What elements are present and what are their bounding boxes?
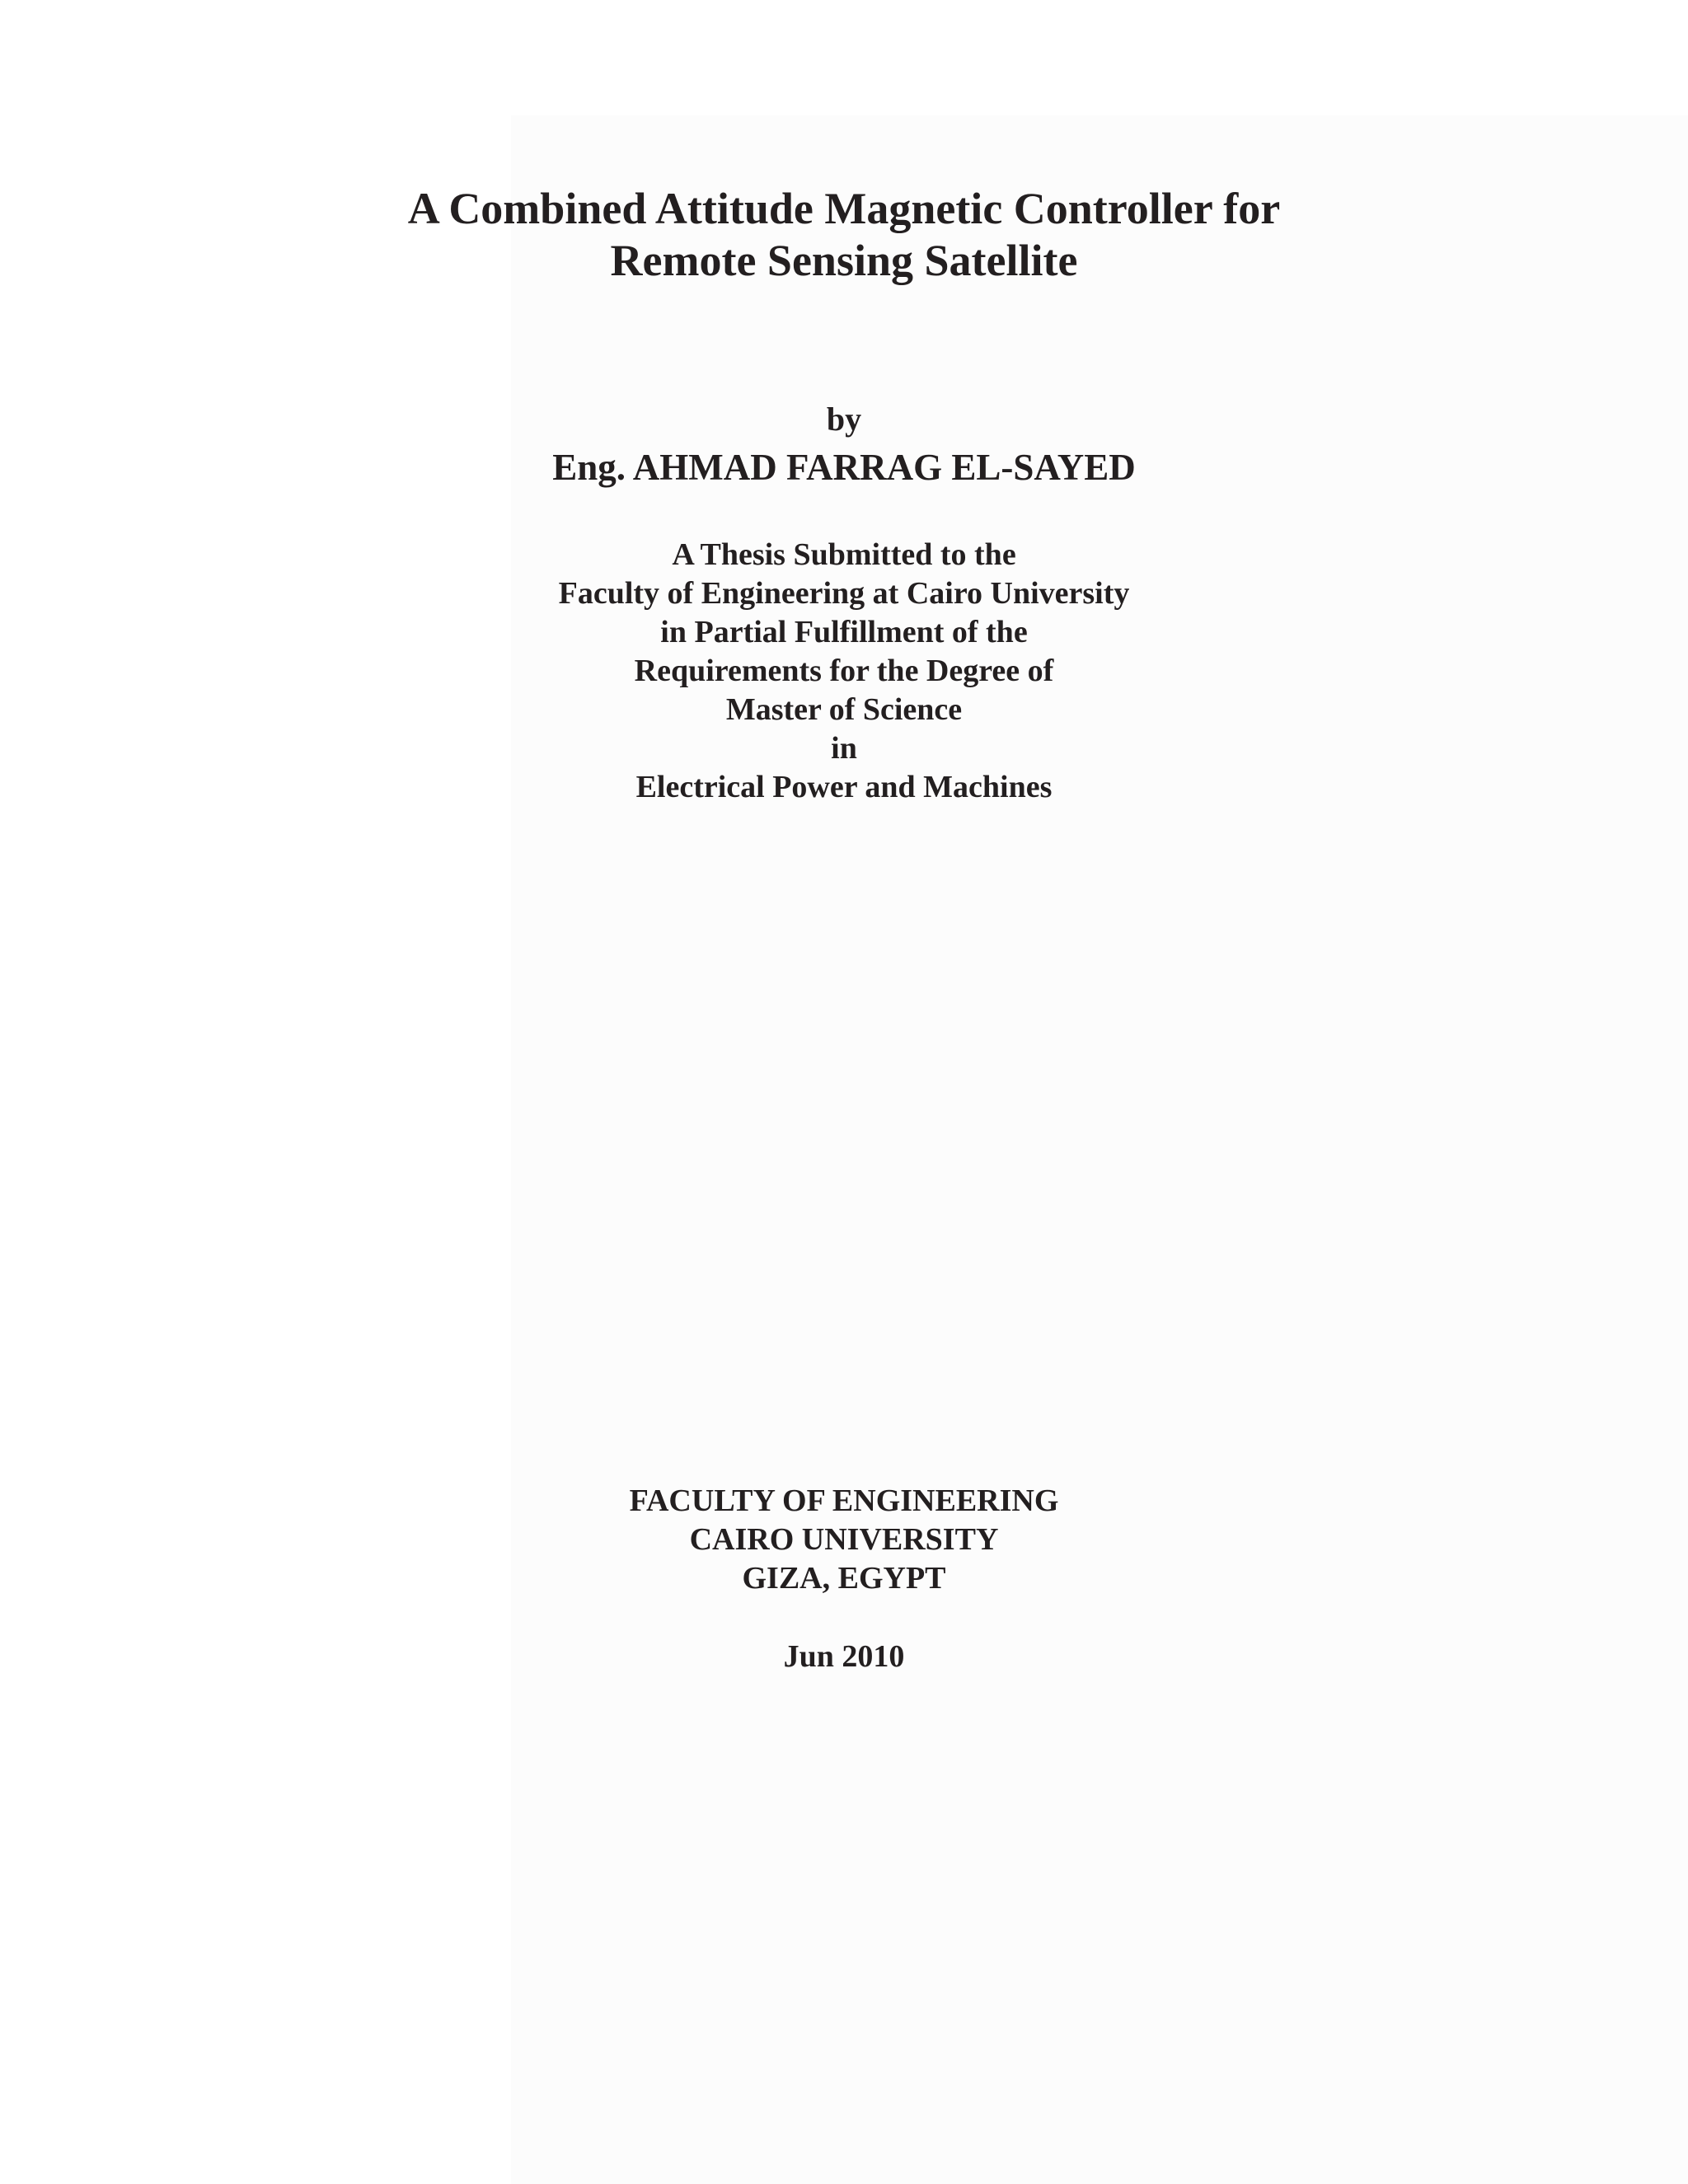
by-text: by — [826, 401, 862, 438]
thesis-line-1: A Thesis Submitted to the — [672, 537, 1016, 572]
institution-block — [0, 1482, 1688, 1598]
thesis-line-3: in Partial Fulfillment of the — [660, 615, 1028, 649]
by-label — [0, 399, 1688, 440]
author-name — [0, 444, 1688, 490]
thesis-line-4: Requirements for the Degree of — [634, 654, 1054, 688]
location-text: GIZA, EGYPT — [742, 1561, 946, 1596]
thesis-line-7: Electrical Power and Machines — [635, 770, 1053, 804]
faculty-name: FACULTY OF ENGINEERING — [629, 1483, 1059, 1518]
thesis-line-6: in — [831, 731, 857, 766]
date-text: Jun 2010 — [783, 1639, 905, 1674]
thesis-statement — [0, 536, 1688, 807]
thesis-title — [0, 183, 1688, 287]
thesis-line-2: Faculty of Engineering at Cairo University — [558, 576, 1130, 611]
title-line-1: A Combined Attitude Magnetic Controller for — [407, 184, 1281, 233]
author-text: Eng. AHMAD FARRAG EL-SAYED — [552, 447, 1136, 488]
submission-date — [0, 1638, 1688, 1676]
title-line-2: Remote Sensing Satellite — [610, 236, 1078, 285]
university-name: CAIRO UNIVERSITY — [689, 1522, 999, 1557]
thesis-line-5: Master of Science — [725, 692, 963, 727]
